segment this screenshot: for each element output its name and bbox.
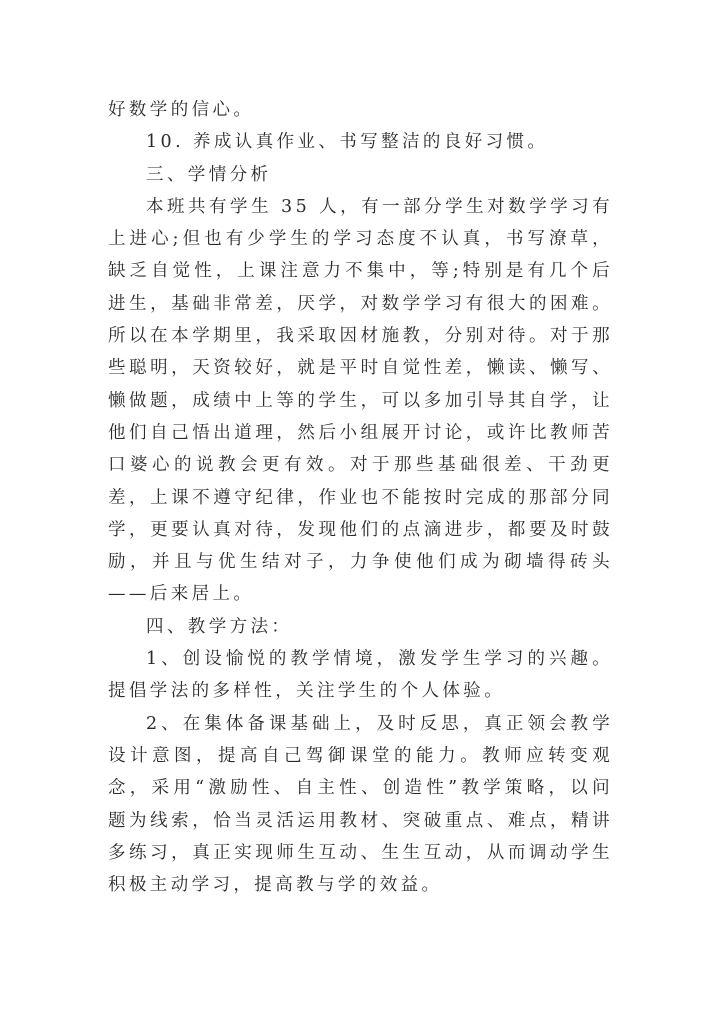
section-heading-teaching-methods: 四、教学方法： <box>146 616 293 637</box>
list-item-method-1: 1、创设愉悦的教学情境，激发学生学习的兴趣。提倡学法的多样性，关注学生的个人体验。 <box>108 649 613 702</box>
list-item-method-2: 2、在集体备课基础上，及时反思，真正领会教学设计意图，提高自己驾御课堂的能力。教师应转变观念，采用“激励性、自主性、创造性”教学策略，以问题为线索，恰当灵活运用教材、突破重点、难点，精讲多练习，真正实现师生互动、生生互动，从而调动学生积极主动学习，提高教与学的效益。 <box>108 713 613 896</box>
section-heading-student-analysis: 三、学情分析 <box>146 164 272 185</box>
paragraph-student-analysis: 本班共有学生 35 人，有一部分学生对数学学习有上进心;但也有少学生的学习态度不认真，书写潦草，缺乏自觉性，上课注意力不集中，等;特别是有几个后进生，基础非常差，厌学，对数学学习有很大的困难。所以在本学期里，我采取因材施教，分别对待。对于那些聪明，天资较好，就是平时自觉性差，懒读、懒写、懒做题，成绩中上等的学生，可以多加引导其自学，让他们自己悟出道理，然后小组展开讨论，或许比教师苦口婆心的说教会更有效。对于那些基础很差、干劲更差，上课不遵守纪律，作业也不能按时完成的那部分同学，更要认真对待，发现他们的点滴进步，都要及时鼓励，并且与优生结对子，力争使他们成为砌墙得砖头——后来居上。 <box>108 196 613 605</box>
list-item-10-habits: 10. 养成认真作业、书写整洁的良好习惯。 <box>146 132 549 153</box>
paragraph-continuation: 好数学的信心。 <box>108 100 255 120</box>
document-page <box>108 94 613 901</box>
